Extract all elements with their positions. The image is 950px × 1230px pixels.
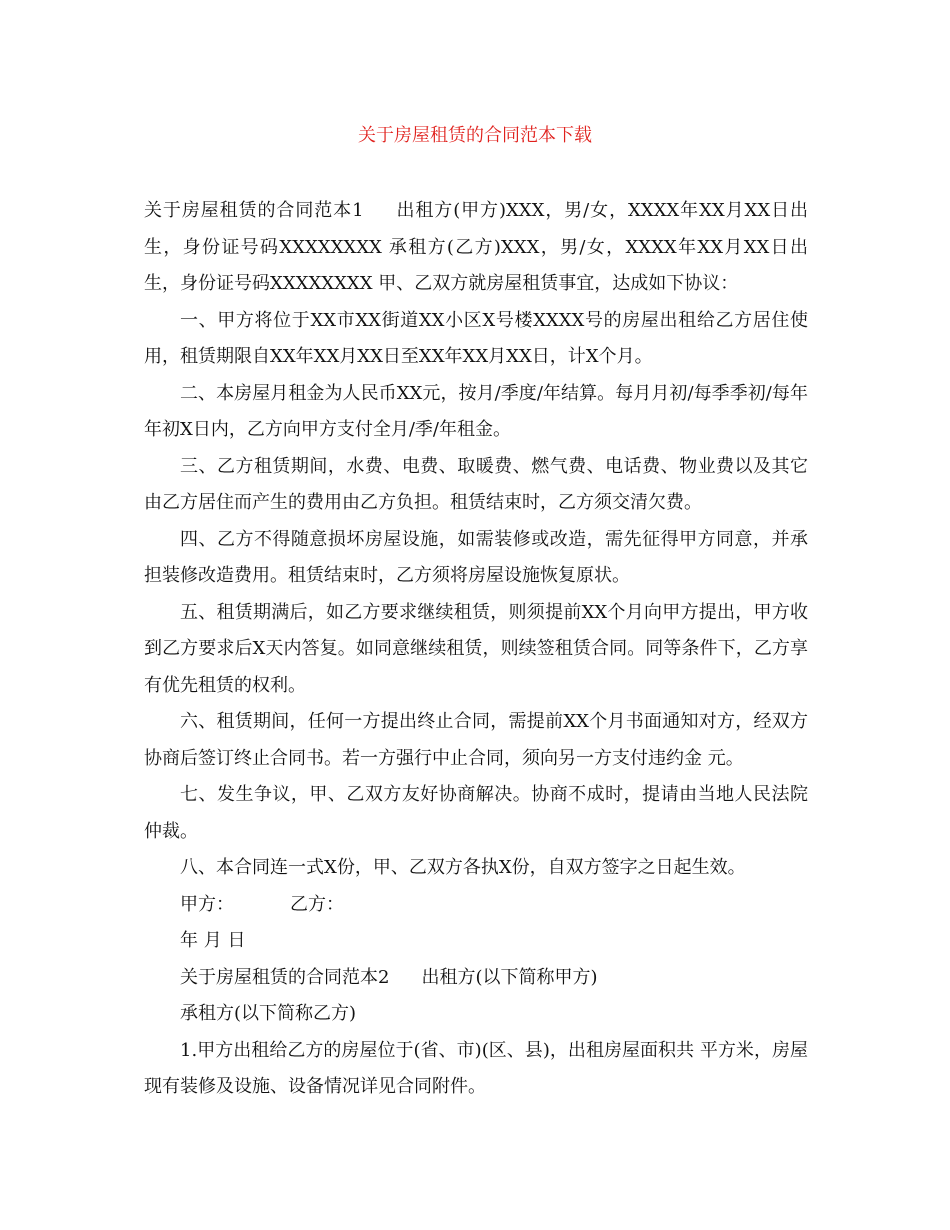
clause-8: 八、本合同连一式X份，甲、乙双方各执X份，自双方签字之日起生效。 [180, 857, 746, 878]
clause-6: 六、租赁期间，任何一方提出终止合同，需提前XX个月书面通知对方，经双方协商后签订终止合同书。若一方强行中止合同，须向另一方支付违约金 元。 [144, 711, 808, 769]
clause-3: 三、乙方租赁期间，水费、电费、取暖费、燃气费、电话费、物业费以及其它由乙方居住而产生的费用由乙方负担。租赁结束时，乙方须交清欠费。 [144, 455, 808, 513]
sample2-heading-line [144, 960, 808, 997]
sample1-heading: 关于房屋租赁的合同范本1 [144, 200, 364, 221]
sample2-clause-1: 1.甲方出租给乙方的房屋位于(省、市)(区、县)，出租房屋面积共 平方米，房屋现有装修及设施、设备情况详见合同附件。 [144, 1039, 808, 1097]
party-a-label: 甲方： [180, 893, 234, 915]
document-body [144, 193, 808, 1106]
clause-1: 一、甲方将位于XX市XX街道XX小区X号楼XXXX号的房屋出租给乙方居住使用，租赁期限自XX年XX月XX日至XX年XX月XX日，计X个月。 [144, 309, 808, 367]
clause-4: 四、乙方不得随意损坏房屋设施，如需装修或改造，需先征得甲方同意，并承担装修改造费用。租赁结束时，乙方须将房屋设施恢复原状。 [144, 528, 808, 586]
lessor-line: 出租方(以下简称甲方) [421, 966, 598, 988]
document-title: 关于房屋租赁的合同范本下载 [358, 125, 592, 146]
intro-text: 出租方(甲方)XXX，男/女，XXXX年XX月XX日出生，身份证号码XXXXXXXX 承租方(乙方)XXX，男/女，XXXX年XX月XX日出生，身份证号码XXXXXXXX 甲、乙双方就房屋租赁事宜，达成如下协议： [144, 200, 808, 294]
sample2-heading: 关于房屋租赁的合同范本2 [180, 966, 390, 988]
signature-line [144, 887, 808, 924]
lessee-line: 承租方(以下简称乙方) [180, 1003, 357, 1024]
signature-date: 年 月 日 [180, 930, 246, 951]
party-b-label: 乙方： [290, 893, 344, 915]
clause-5: 五、租赁期满后，如乙方要求继续租赁，则须提前XX个月向甲方提出，甲方收到乙方要求后X天内答复。如同意继续租赁，则续签租赁合同。同等条件下，乙方享有优先租赁的权利。 [144, 601, 808, 696]
clause-2: 二、本房屋月租金为人民币XX元，按月/季度/年结算。每月月初/每季季初/每年年初X日内，乙方向甲方支付全月/季/年租金。 [144, 382, 808, 440]
clause-7: 七、发生争议，甲、乙双方友好协商解决。协商不成时，提请由当地人民法院仲裁。 [144, 784, 808, 842]
intro-paragraph [144, 193, 808, 303]
